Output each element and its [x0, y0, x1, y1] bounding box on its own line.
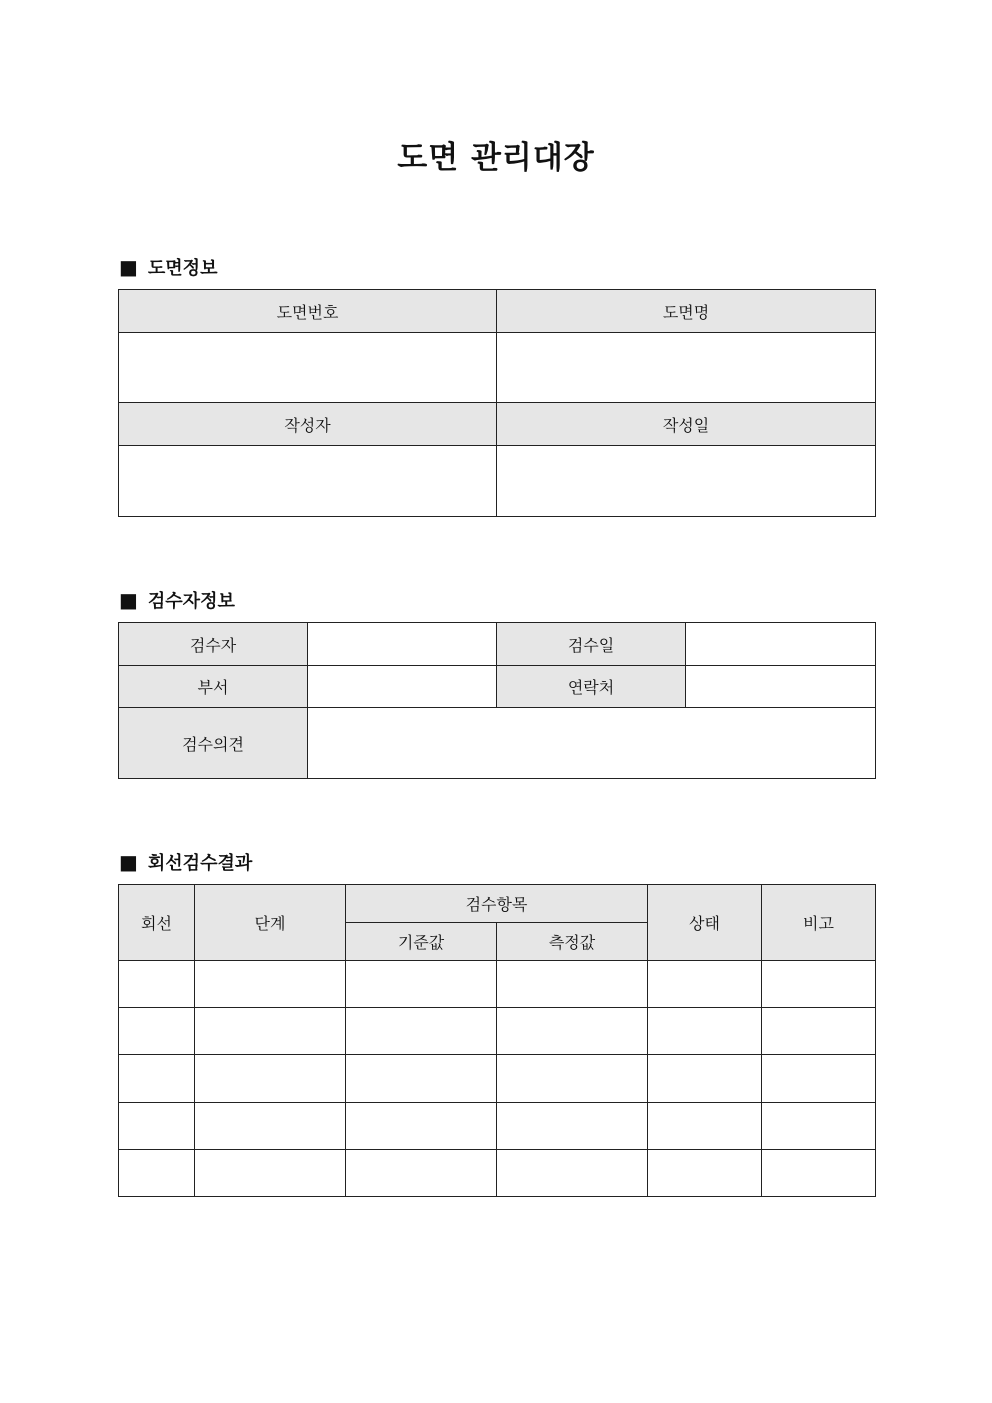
stage-cell[interactable]: [195, 1008, 346, 1055]
round-column-header: 회선: [119, 885, 195, 961]
measured-value-cell[interactable]: [497, 1103, 648, 1150]
author-label: 작성자: [119, 403, 497, 446]
opinion-field[interactable]: [308, 708, 876, 779]
inspector-info-table: [118, 622, 876, 779]
stage-cell[interactable]: [195, 1055, 346, 1103]
square-bullet-icon: ■: [119, 588, 138, 612]
inspection-items-column-header: 검수항목: [346, 885, 648, 923]
reference-value-cell[interactable]: [346, 1055, 497, 1103]
status-cell[interactable]: [648, 1103, 762, 1150]
drawing-info-heading-label: 도면정보: [147, 258, 218, 279]
created-date-label: 작성일: [497, 403, 876, 446]
table-row: [119, 1008, 876, 1055]
table-row: [119, 961, 876, 1008]
drawing-info-heading: [119, 254, 217, 280]
remarks-cell[interactable]: [762, 1150, 876, 1197]
contact-label: 연락처: [497, 666, 686, 708]
square-bullet-icon: ■: [119, 255, 138, 279]
measured-value-column-header: 측정값: [497, 923, 648, 961]
remarks-column-header: 비고: [762, 885, 876, 961]
measured-value-cell[interactable]: [497, 1150, 648, 1197]
reference-value-column-header: 기준값: [346, 923, 497, 961]
square-bullet-icon: ■: [119, 850, 138, 874]
drawing-number-label: 도면번호: [119, 290, 497, 333]
remarks-cell[interactable]: [762, 1008, 876, 1055]
round-results-heading: [119, 849, 252, 875]
round-cell[interactable]: [119, 1008, 195, 1055]
reference-value-cell[interactable]: [346, 1150, 497, 1197]
stage-cell[interactable]: [195, 961, 346, 1008]
measured-value-cell[interactable]: [497, 1008, 648, 1055]
table-row: [119, 1055, 876, 1103]
stage-cell[interactable]: [195, 1150, 346, 1197]
department-field[interactable]: [308, 666, 497, 708]
inspector-info-heading-label: 검수자정보: [147, 591, 235, 612]
drawing-number-field[interactable]: [119, 333, 497, 403]
measured-value-cell[interactable]: [497, 1055, 648, 1103]
inspector-info-heading: [119, 587, 235, 613]
drawing-info-table: [118, 289, 876, 517]
drawing-name-label: 도면명: [497, 290, 876, 333]
contact-field[interactable]: [686, 666, 876, 708]
remarks-cell[interactable]: [762, 1103, 876, 1150]
measured-value-cell[interactable]: [497, 961, 648, 1008]
author-field[interactable]: [119, 446, 497, 517]
inspector-field[interactable]: [308, 623, 497, 666]
status-cell[interactable]: [648, 961, 762, 1008]
remarks-cell[interactable]: [762, 961, 876, 1008]
stage-column-header: 단계: [195, 885, 346, 961]
inspection-date-label: 검수일: [497, 623, 686, 666]
table-row: [119, 1150, 876, 1197]
status-cell[interactable]: [648, 1150, 762, 1197]
reference-value-cell[interactable]: [346, 1103, 497, 1150]
stage-cell[interactable]: [195, 1103, 346, 1150]
inspector-label: 검수자: [119, 623, 308, 666]
opinion-label: 검수의견: [119, 708, 308, 779]
round-cell[interactable]: [119, 1055, 195, 1103]
created-date-field[interactable]: [497, 446, 876, 517]
round-cell[interactable]: [119, 961, 195, 1008]
drawing-name-field[interactable]: [497, 333, 876, 403]
round-results-heading-label: 회선검수결과: [147, 853, 253, 874]
round-results-table: [118, 884, 876, 1197]
round-cell[interactable]: [119, 1103, 195, 1150]
reference-value-cell[interactable]: [346, 1008, 497, 1055]
round-cell[interactable]: [119, 1150, 195, 1197]
remarks-cell[interactable]: [762, 1055, 876, 1103]
table-row: [119, 1103, 876, 1150]
status-column-header: 상태: [648, 885, 762, 961]
department-label: 부서: [119, 666, 308, 708]
page-title: 도면 관리대장: [397, 140, 595, 176]
status-cell[interactable]: [648, 1055, 762, 1103]
reference-value-cell[interactable]: [346, 961, 497, 1008]
status-cell[interactable]: [648, 1008, 762, 1055]
inspection-date-field[interactable]: [686, 623, 876, 666]
